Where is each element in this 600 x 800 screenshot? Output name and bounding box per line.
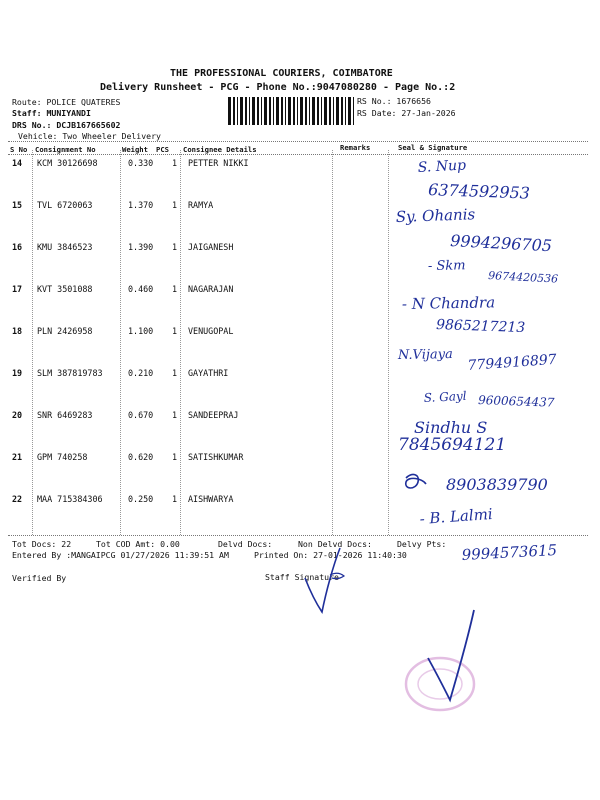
row-sno: 19	[12, 368, 23, 378]
non-delvd-docs: Non Delvd Docs:	[298, 539, 372, 549]
row-weight: 0.620	[128, 452, 154, 462]
col-seal: Seal & Signature	[398, 143, 468, 152]
handwritten-entry: 9865217213	[435, 317, 526, 337]
row-consignee: PETTER NIKKI	[188, 158, 249, 168]
row-pcs: 1	[172, 242, 178, 252]
row-weight: 0.210	[128, 368, 154, 378]
handwritten-entry: 7794916897	[467, 351, 558, 374]
staff-label: Staff: MUNIYANDI	[12, 108, 91, 118]
row-consignee: NAGARAJAN	[188, 284, 234, 294]
handwritten-entry: - N Chandra	[401, 293, 496, 313]
tot-docs: Tot Docs: 22	[12, 539, 72, 549]
col-weight: Weight	[122, 145, 148, 154]
row-weight: 1.390	[128, 242, 154, 252]
row-consignee: AISHWARYA	[188, 494, 234, 504]
row-sno: 21	[12, 452, 23, 462]
handwritten-entry: 9674420536	[487, 269, 559, 286]
row-consignee: GAYATHRI	[188, 368, 229, 378]
row-weight: 0.330	[128, 158, 154, 168]
row-consignment-no: KVT 3501088	[37, 284, 93, 294]
verified-by: Verified By	[12, 573, 67, 583]
handwritten-entry: 6374592953	[427, 180, 531, 203]
row-weight: 1.370	[128, 200, 154, 210]
row-pcs: 1	[172, 158, 178, 168]
row-sno: 17	[12, 284, 23, 294]
row-consignee: JAIGANESH	[188, 242, 234, 252]
row-sno: 18	[12, 326, 23, 336]
route-label: Route: POLICE QUATERES	[12, 97, 121, 107]
row-consignee: SANDEEPRAJ	[188, 410, 239, 420]
delvd-docs: Delvd Docs:	[218, 539, 273, 549]
handwritten-entry: 9994296705	[449, 231, 553, 256]
checkmark-large	[428, 610, 474, 700]
entered-by: Entered By :MANGAIPCG 01/27/2026 11:39:51 AM	[12, 550, 229, 560]
row-consignee: VENUGOPAL	[188, 326, 234, 336]
row-pcs: 1	[172, 410, 178, 420]
delvy-pts: Delvy Pts:	[397, 539, 447, 549]
col-remarks: Remarks	[340, 143, 371, 152]
handwritten-entry: S. Gayl	[423, 388, 467, 405]
handwritten-entry: N.Vijaya	[397, 347, 453, 363]
row-pcs: 1	[172, 326, 178, 336]
col-consignee: Consignee Details	[183, 145, 257, 154]
row-consignment-no: SLM 387819783	[37, 368, 103, 378]
tot-cod: Tot COD Amt: 0.00	[96, 539, 180, 549]
col-sno: S No	[10, 145, 28, 154]
row-sno: 16	[12, 242, 23, 252]
handwritten-entry: - B. Lalmi	[419, 504, 494, 528]
vehicle-label: Vehicle: Two Wheeler Delivery	[18, 131, 161, 141]
col-pcs: PCS	[156, 145, 169, 154]
row-pcs: 1	[172, 494, 178, 504]
staff-signature-label: Staff Signature	[265, 572, 339, 582]
row-consignment-no: KMU 3846523	[37, 242, 93, 252]
row-consignment-no: TVL 6720063	[37, 200, 93, 210]
row-consignee: RAMYA	[188, 200, 214, 210]
row-sno: 22	[12, 494, 23, 504]
rs-no: RS No.: 1676656	[357, 96, 431, 106]
row-consignment-no: MAA 715384306	[37, 494, 103, 504]
handwritten-entry: Sindhu S	[414, 418, 488, 437]
row-consignment-no: KCM 30126698	[37, 158, 98, 168]
checkmark-signature	[305, 548, 340, 612]
row-pcs: 1	[172, 368, 178, 378]
row-sno: 20	[12, 410, 23, 420]
row-weight: 0.460	[128, 284, 154, 294]
runsheet-subtitle: Delivery Runsheet - PCG - Phone No.:9047080280 - Page No.:2	[100, 82, 456, 93]
row-consignment-no: PLN 2426958	[37, 326, 93, 336]
staff-signature-scribble	[330, 573, 344, 578]
rs-date: RS Date: 27-Jan-2026	[357, 108, 456, 118]
row-pcs: 1	[172, 284, 178, 294]
row-consignment-no: GPM 740258	[37, 452, 88, 462]
handwritten-entry: Sy. Ohanis	[395, 205, 476, 226]
printed-on: Printed On: 27-01-2026 11:40:30	[254, 550, 407, 560]
handwritten-entry: 8903839790	[446, 475, 548, 494]
row-consignment-no: SNR 6469283	[37, 410, 93, 420]
row-weight: 0.250	[128, 494, 154, 504]
row-sno: 15	[12, 200, 23, 210]
drs-label: DRS No.: DCJB167665602	[12, 120, 121, 130]
handwritten-entry: - Skm	[427, 258, 466, 274]
company-stamp	[406, 658, 474, 710]
row-weight: 1.100	[128, 326, 154, 336]
row-weight: 0.670	[128, 410, 154, 420]
handwritten-entry: 7845694121	[398, 435, 507, 455]
handwritten-entry: 9600654437	[477, 393, 555, 410]
handwritten-entry: 9994573615	[461, 541, 558, 564]
row-consignee: SATISHKUMAR	[188, 452, 244, 462]
col-consignment: Consignment No	[35, 145, 96, 154]
company-title: THE PROFESSIONAL COURIERS, COIMBATORE	[170, 68, 393, 79]
row-pcs: 1	[172, 200, 178, 210]
handwritten-entry: S. Nup	[417, 157, 467, 176]
row-sno: 14	[12, 158, 23, 168]
row-pcs: 1	[172, 452, 178, 462]
